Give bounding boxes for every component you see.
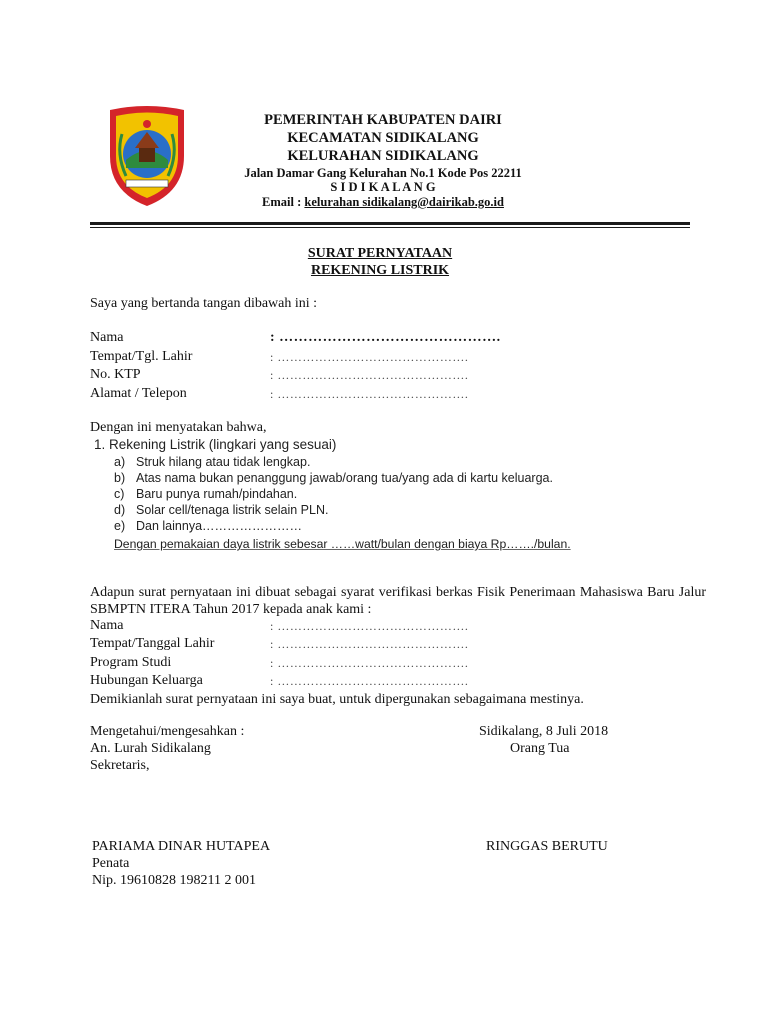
sign-left-line1: Mengetahui/mengesahkan : (90, 724, 245, 739)
option-e-text[interactable]: Dan lainnya…………………… (136, 519, 303, 533)
header-divider-thick (90, 222, 690, 225)
option-d-mark: d) (114, 503, 126, 517)
header-line2: KECAMATAN SIDIKALANG (287, 130, 479, 146)
header-line1: PEMERINTAH KABUPATEN DAIRI (264, 112, 502, 128)
field2-value-program[interactable]: : ………………………………………. (270, 656, 469, 670)
header-email (228, 195, 538, 210)
option-a-text[interactable]: Struk hilang atau tidak lengkap. (136, 455, 311, 469)
sign-left-line3: Sekretaris, (90, 758, 150, 773)
field2-label-name: Nama (90, 618, 124, 633)
statement-text: Dengan ini menyatakan bahwa, (90, 420, 267, 435)
field1-value-birth[interactable]: : ………………………………………. (270, 350, 469, 364)
field1-value-name[interactable]: : ………………………………………. (270, 330, 501, 345)
option-b-text[interactable]: Atas nama bukan penanggung jawab/orang tua/yang ada di kartu keluarga. (136, 471, 553, 485)
option-b-mark: b) (114, 471, 126, 485)
intro-text: Saya yang bertanda tangan dibawah ini : (90, 296, 318, 311)
regency-crest-icon (102, 104, 192, 208)
sign-right-role: Orang Tua (510, 741, 570, 756)
field1-label-birth: Tempat/Tgl. Lahir (90, 349, 193, 364)
field1-value-ktp[interactable]: : ………………………………………. (270, 368, 469, 382)
field2-label-birth: Tempat/Tanggal Lahir (90, 636, 215, 651)
sign-left-line2: An. Lurah Sidikalang (90, 741, 211, 756)
field1-label-ktp: No. KTP (90, 367, 141, 382)
option-c-text[interactable]: Baru punya rumah/pindahan. (136, 487, 298, 501)
sign-left-name: PARIAMA DINAR HUTAPEA (92, 839, 271, 854)
email-link[interactable]: kelurahan sidikalang@dairikab.go.id (304, 195, 504, 209)
header-line3: KELURAHAN SIDIKALANG (287, 148, 479, 164)
sign-right-place-date: Sidikalang, 8 Juli 2018 (479, 724, 609, 739)
item1-text: 1. Rekening Listrik (lingkari yang sesuai) (94, 437, 337, 452)
doc-title-line1: SURAT PERNYATAAN (307, 246, 453, 261)
field2-label-relation: Hubungan Keluarga (90, 673, 203, 688)
field1-label-name: Nama (90, 330, 124, 345)
closing-text: Demikianlah surat pernyataan ini saya buat, untuk dipergunakan sebagaimana mestinya. (90, 692, 584, 707)
field2-value-birth[interactable]: : ………………………………………. (270, 637, 469, 651)
option-a-mark: a) (114, 455, 126, 469)
field1-label-address: Alamat / Telepon (90, 386, 187, 401)
option-e-mark: e) (114, 519, 126, 533)
sign-left-rank: Penata (92, 856, 130, 871)
sign-right-name: RINGGAS BERUTU (486, 839, 608, 854)
usage-line: Dengan pemakaian daya listrik sebesar ……watt/bulan dengan biaya Rp……./bulan. (114, 537, 571, 551)
field1-value-address[interactable]: : ………………………………………. (270, 387, 469, 401)
option-d-text[interactable]: Solar cell/tenaga listrik selain PLN. (136, 503, 329, 517)
doc-title-line2: REKENING LISTRIK (310, 263, 450, 278)
field2-label-program: Program Studi (90, 655, 172, 670)
sign-left-nip: Nip. 19610828 198211 2 001 (92, 873, 256, 888)
option-c-mark: c) (114, 487, 125, 501)
header-divider-thin (90, 227, 690, 228)
header-address: Jalan Damar Gang Kelurahan No.1 Kode Pos 22211 (244, 166, 522, 180)
field2-value-relation[interactable]: : ………………………………………. (270, 674, 469, 688)
purpose-text: Adapun surat pernyataan ini dibuat sebagai syarat verifikasi berkas Fisik Penerimaan Mahasiswa Baru Jalur SBMPTN ITERA Tahun 2017 kepada anak kami : (90, 585, 706, 617)
field2-value-name[interactable]: : ………………………………………. (270, 619, 469, 633)
header-city: S I D I K A L A N G (330, 180, 436, 194)
email-label: Email : (262, 195, 305, 209)
